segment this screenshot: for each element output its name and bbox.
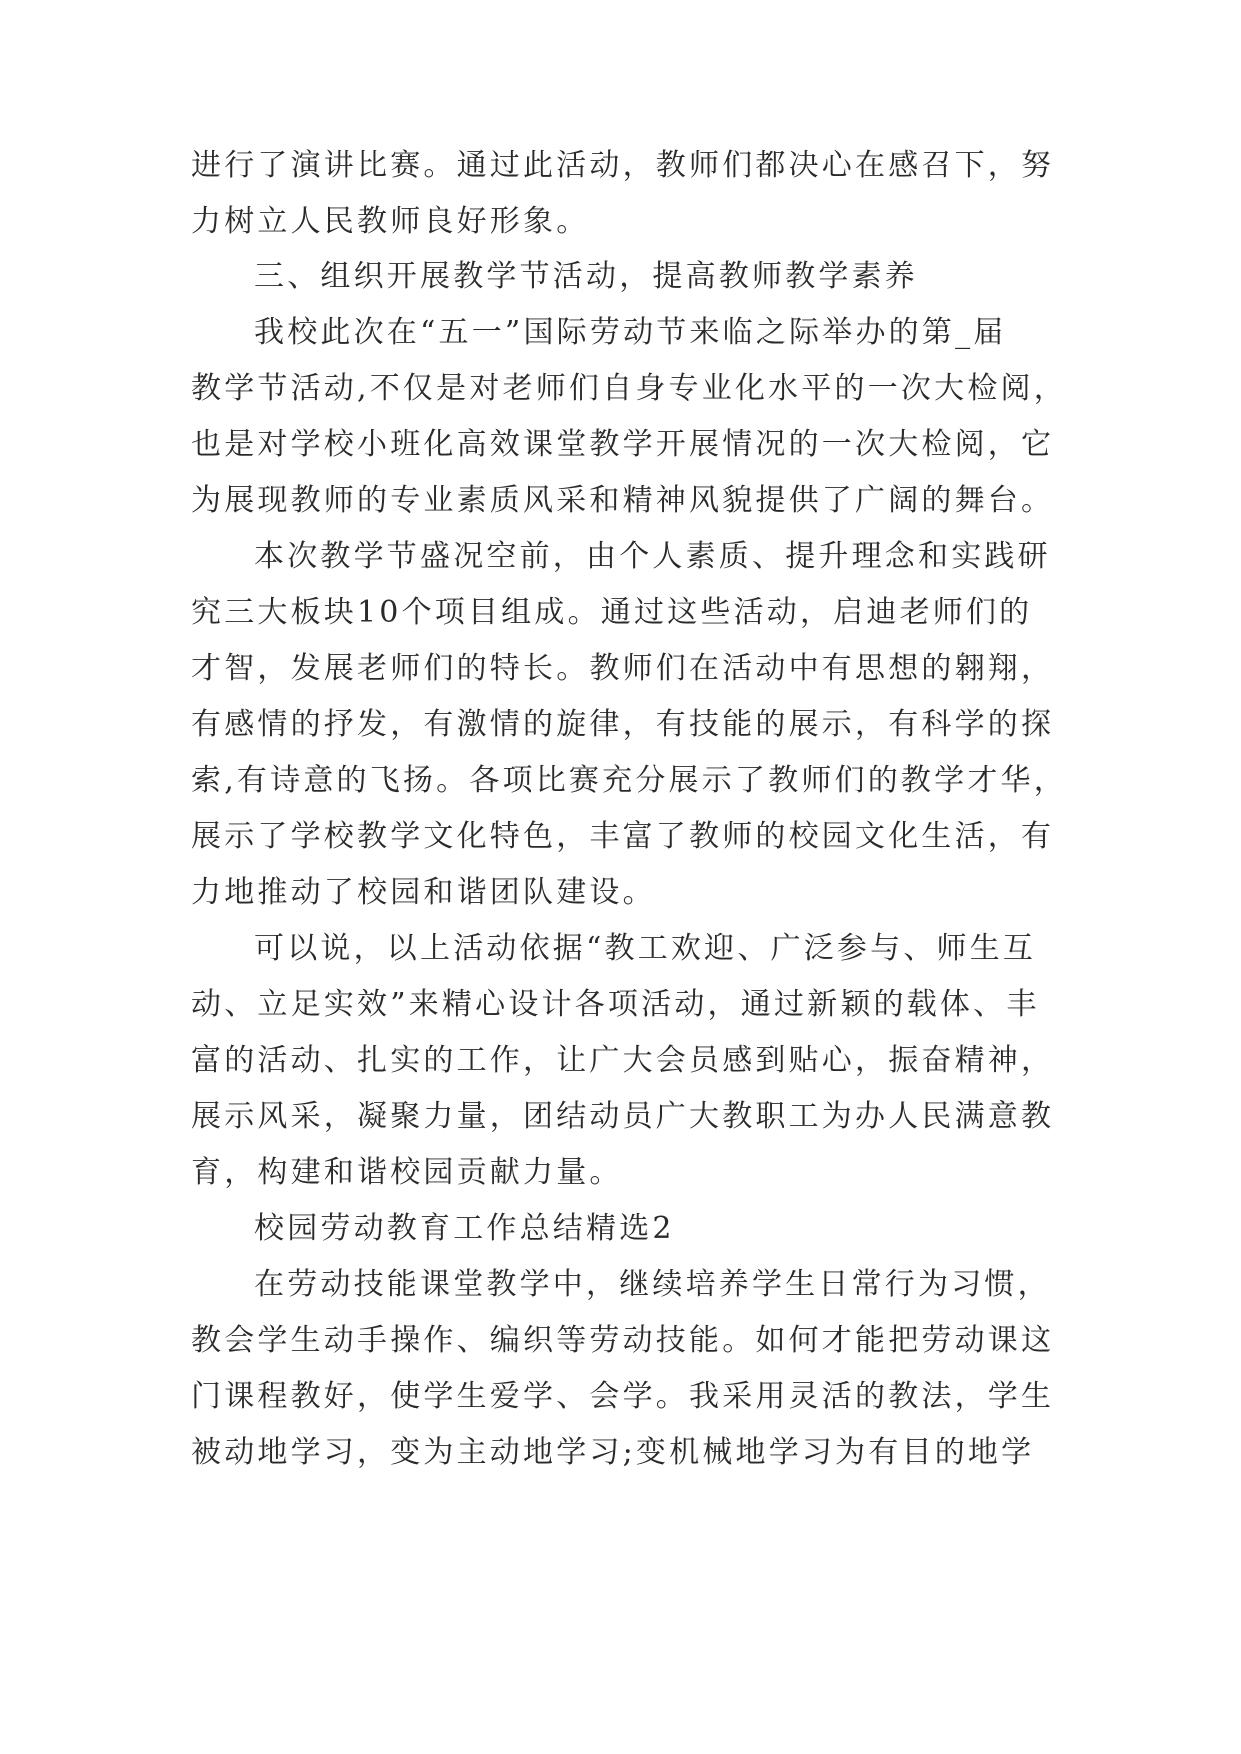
text-line: 教会学生动手操作、编织等劳动技能。如何才能把劳动课这 [191, 1323, 1055, 1358]
text-line: 展示了学校教学文化特色，丰富了教师的校园文化生活，有 [191, 819, 1055, 854]
text-line: 也是对学校小班化高效课堂教学开展情况的一次大检阅，它 [191, 427, 1055, 462]
text-line: 被动地学习，变为主动地学习;变机械地学习为有目的地学 [191, 1435, 1035, 1470]
text-line: 育，构建和谐校园贡献力量。 [191, 1155, 623, 1190]
text-line: 究三大板块10个项目组成。通过这些活动，启迪老师们的 [191, 595, 1033, 630]
paragraph-start: 我校此次在“五一”国际劳动节来临之际举办的第_届 [254, 315, 1007, 350]
text-line: 力树立人民教师良好形象。 [191, 204, 590, 239]
text-line: 为展现教师的专业素质风采和精神风貌提供了广阔的舞台。 [191, 483, 1055, 518]
section-heading: 三、组织开展教学节活动，提高教师教学素养 [254, 259, 918, 294]
text-line: 富的活动、扎实的工作，让广大会员感到贴心，振奋精神， [191, 1043, 1055, 1078]
paragraph-start: 本次教学节盛况空前，由个人素质、提升理念和实践研 [254, 539, 1051, 574]
text-line: 展示风采，凝聚力量，团结动员广大教职工为办人民满意教 [191, 1099, 1055, 1134]
text-line: 才智，发展老师们的特长。教师们在活动中有思想的翱翔， [191, 651, 1055, 686]
text-line: 索,有诗意的飞扬。各项比赛充分展示了教师们的教学才华， [191, 763, 1067, 798]
text-line: 动、立足实效”来精心设计各项活动，通过新颖的载体、丰 [191, 987, 1040, 1022]
text-line: 力地推动了校园和谐团队建设。 [191, 875, 656, 910]
paragraph-start: 在劳动技能课堂教学中，继续培养学生日常行为习惯， [254, 1267, 1051, 1302]
section-title: 校园劳动教育工作总结精选2 [254, 1211, 675, 1246]
text-line: 进行了演讲比赛。通过此活动，教师们都决心在感召下，努 [191, 148, 1055, 183]
text-line: 有感情的抒发，有激情的旋律，有技能的展示，有科学的探 [191, 707, 1055, 742]
text-line: 门课程教好，使学生爱学、会学。我采用灵活的教法，学生 [191, 1379, 1055, 1414]
paragraph-start: 可以说，以上活动依据“教工欢迎、广泛参与、师生互 [254, 931, 1037, 966]
text-line: 教学节活动,不仅是对老师们自身专业化水平的一次大检阅， [191, 371, 1067, 406]
